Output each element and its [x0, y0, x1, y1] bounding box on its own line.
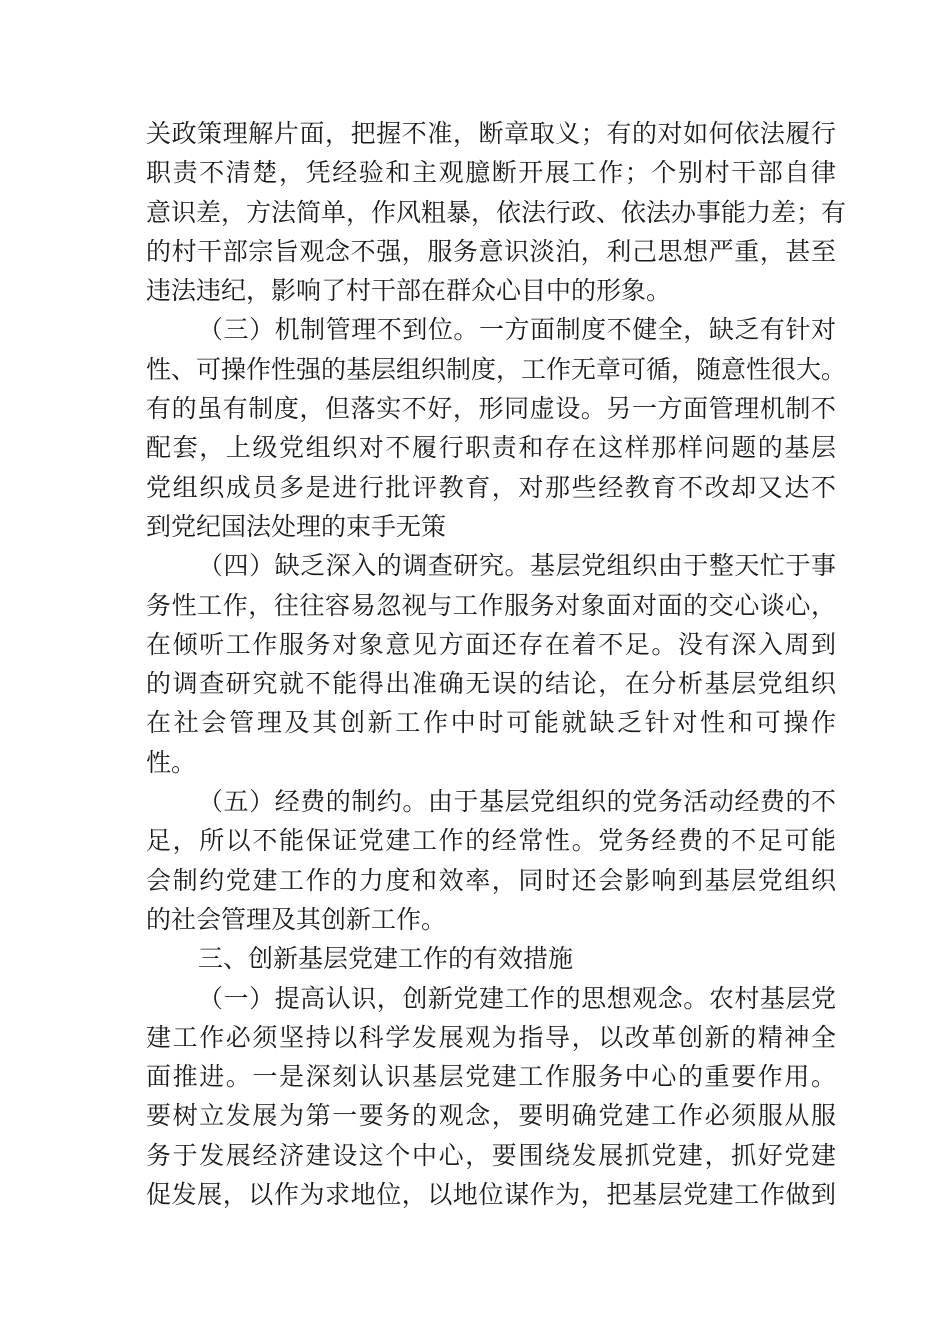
text-line: 有的虽有制度，但落实不好，形同虚设。另一方面管理机制不	[146, 394, 836, 424]
text-line: （五）经费的制约。由于基层党组织的党务活动经费的不	[198, 787, 836, 817]
text-line: 的调查研究就不能得出准确无误的结论，在分析基层党组织	[146, 669, 836, 699]
text-line: 的社会管理及其创新工作。	[146, 904, 447, 934]
text-line: 在社会管理及其创新工作中时可能就缺乏针对性和可操作	[146, 708, 836, 738]
text-line: 三、创新基层党建工作的有效措施	[198, 944, 574, 974]
text-line: （三）机制管理不到位。一方面制度不健全，缺乏有针对	[198, 315, 836, 345]
text-line: 促发展，以作为求地位，以地位谋作为，把基层党建工作做到	[146, 1180, 836, 1210]
text-line: 的村干部宗旨观念不强，服务意识淡泊，利己思想严重，甚至	[146, 236, 836, 266]
text-line: （一）提高认识，创新党建工作的思想观念。农村基层党	[198, 983, 836, 1013]
text-line: 务于发展经济建设这个中心，要围绕发展抓党建，抓好党建	[146, 1140, 836, 1170]
text-line: 性、可操作性强的基层组织制度，工作无章可循，随意性很大。	[146, 354, 847, 384]
text-line: 面推进。一是深刻认识基层党建工作服务中心的重要作用。	[146, 1062, 836, 1092]
document-body	[146, 114, 847, 1214]
text-line: （四）缺乏深入的调查研究。基层党组织由于整天忙于事	[198, 551, 836, 581]
text-line: 意识差，方法简单，作风粗暴，依法行政、依法办事能力差；有	[146, 197, 847, 227]
text-line: 关政策理解片面，把握不准，断章取义；有的对如何依法履行	[146, 119, 836, 148]
text-line: 足，所以不能保证党建工作的经常性。党务经费的不足可能	[146, 826, 836, 856]
text-line: 在倾听工作服务对象意见方面还存在着不足。没有深入周到	[146, 629, 836, 659]
text-line: 违法违纪，影响了村干部在群众心目中的形象。	[146, 276, 672, 306]
text-line: 配套，上级党组织对不履行职责和存在这样那样问题的基层	[146, 433, 836, 463]
text-line: 到党纪国法处理的束手无策	[146, 511, 447, 541]
text-line: 会制约党建工作的力度和效率，同时还会影响到基层党组织	[146, 865, 836, 895]
text-line: 性。	[146, 747, 197, 777]
text-line: 党组织成员多是进行批评教育，对那些经教育不改却又达不	[146, 472, 836, 502]
text-line: 务性工作，往往容易忽视与工作服务对象面对面的交心谈心，	[146, 590, 836, 620]
text-line: 要树立发展为第一要务的观念，要明确党建工作必须服从服	[146, 1101, 836, 1131]
text-line: 建工作必须坚持以科学发展观为指导，以改革创新的精神全	[146, 1022, 836, 1052]
text-line: 职责不清楚，凭经验和主观臆断开展工作；个别村干部自律	[146, 158, 836, 188]
